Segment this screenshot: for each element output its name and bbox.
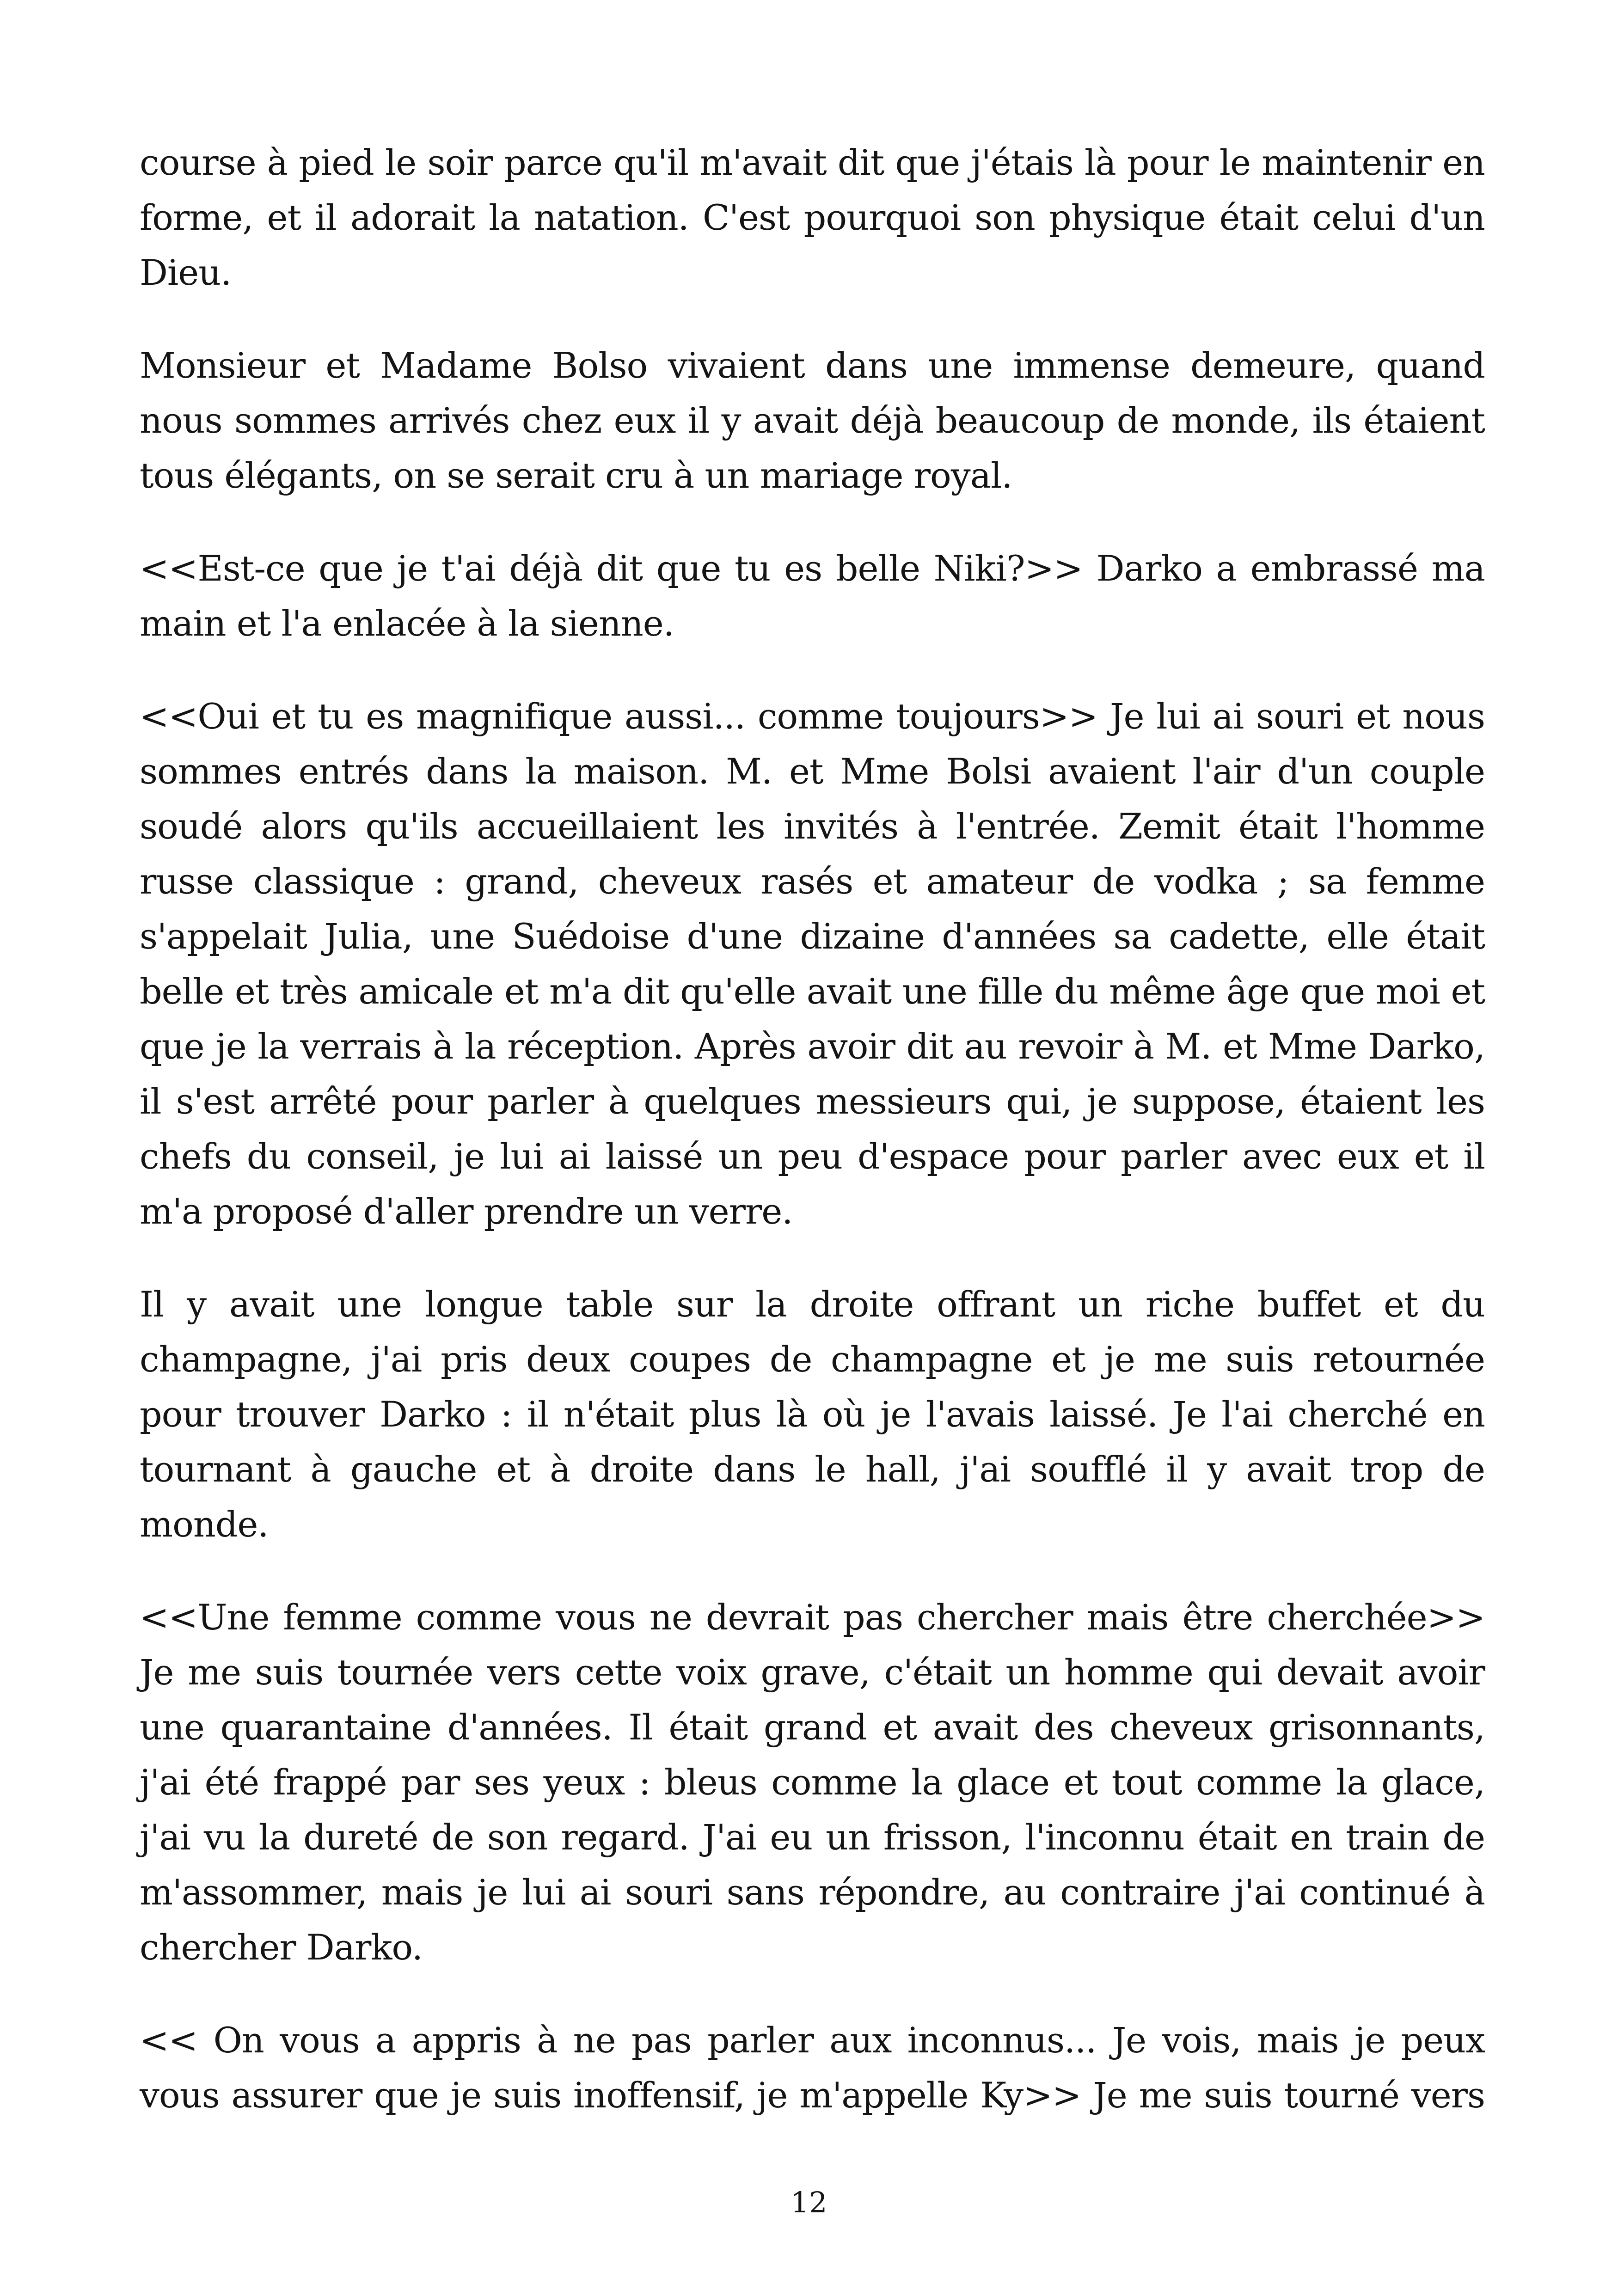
paragraph-7: << On vous a appris à ne pas parler aux inconnus... Je vois, mais je peux vous assurer que je suis inoffensif, je m'appelle Ky>> Je me suis tourné vers: [140, 2020, 1485, 2116]
paragraph-5: Il y avait une longue table sur la droite offrant un riche buffet et du champagne, j'ai pris deux coupes de champagne et je me suis retournée pour trouver Darko : il n'était plus là où je l'avais laissé. Je l'ai cherché en tournant à gauche et à droite dans le hall, j'ai soufflé il y avait trop de monde.: [140, 1284, 1485, 1545]
paragraph-4: <<Oui et tu es magnifique aussi... comme toujours>> Je lui ai souri et nous sommes entrés dans la maison. M. et Mme Bolsi avaient l'air d'un couple soudé alors qu'ils accueillaient les invités à l'entrée. Zemit était l'homme russe classique : grand, cheveux rasés et amateur de vodka ; sa femme s'appelait Julia, une Suédoise d'une dizaine d'années sa cadette, elle était belle et très amicale et m'a dit qu'elle avait une fille du même âge que moi et que je la verrais à la réception. Après avoir dit au revoir à M. et Mme Darko, il s'est arrêté pour parler à quelques messieurs qui, je suppose, étaient les chefs du conseil, je lui ai laissé un peu d'espace pour parler avec eux et il m'a proposé d'aller prendre un verre.: [140, 696, 1485, 1232]
page-number: 12: [791, 2186, 827, 2219]
paragraph-1: course à pied le soir parce qu'il m'avait dit que j'étais là pour le maintenir en forme, et il adorait la natation. C'est pourquoi son physique était celui d'un Dieu.: [140, 142, 1485, 293]
paragraph-3: <<Est-ce que je t'ai déjà dit que tu es belle Niki?>> Darko a embrassé ma main et l'a enlacée à la sienne.: [140, 548, 1485, 644]
paragraph-6: <<Une femme comme vous ne devrait pas chercher mais être cherchée>> Je me suis tournée vers cette voix grave, c'était un homme qui devait avoir une quarantaine d'années. Il était grand et avait des cheveux grisonnants, j'ai été frappé par ses yeux : bleus comme la glace et tout comme la glace, j'ai vu la dureté de son regard. J'ai eu un frisson, l'inconnu était en train de m'assommer, mais je lui ai souri sans répondre, au contraire j'ai continué à chercher Darko.: [140, 1597, 1485, 1968]
body-text: [140, 135, 1485, 2161]
paragraph-2: Monsieur et Madame Bolso vivaient dans une immense demeure, quand nous sommes arrivés chez eux il y avait déjà beaucoup de monde, ils étaient tous élégants, on se serait cru à un mariage royal.: [140, 345, 1485, 496]
